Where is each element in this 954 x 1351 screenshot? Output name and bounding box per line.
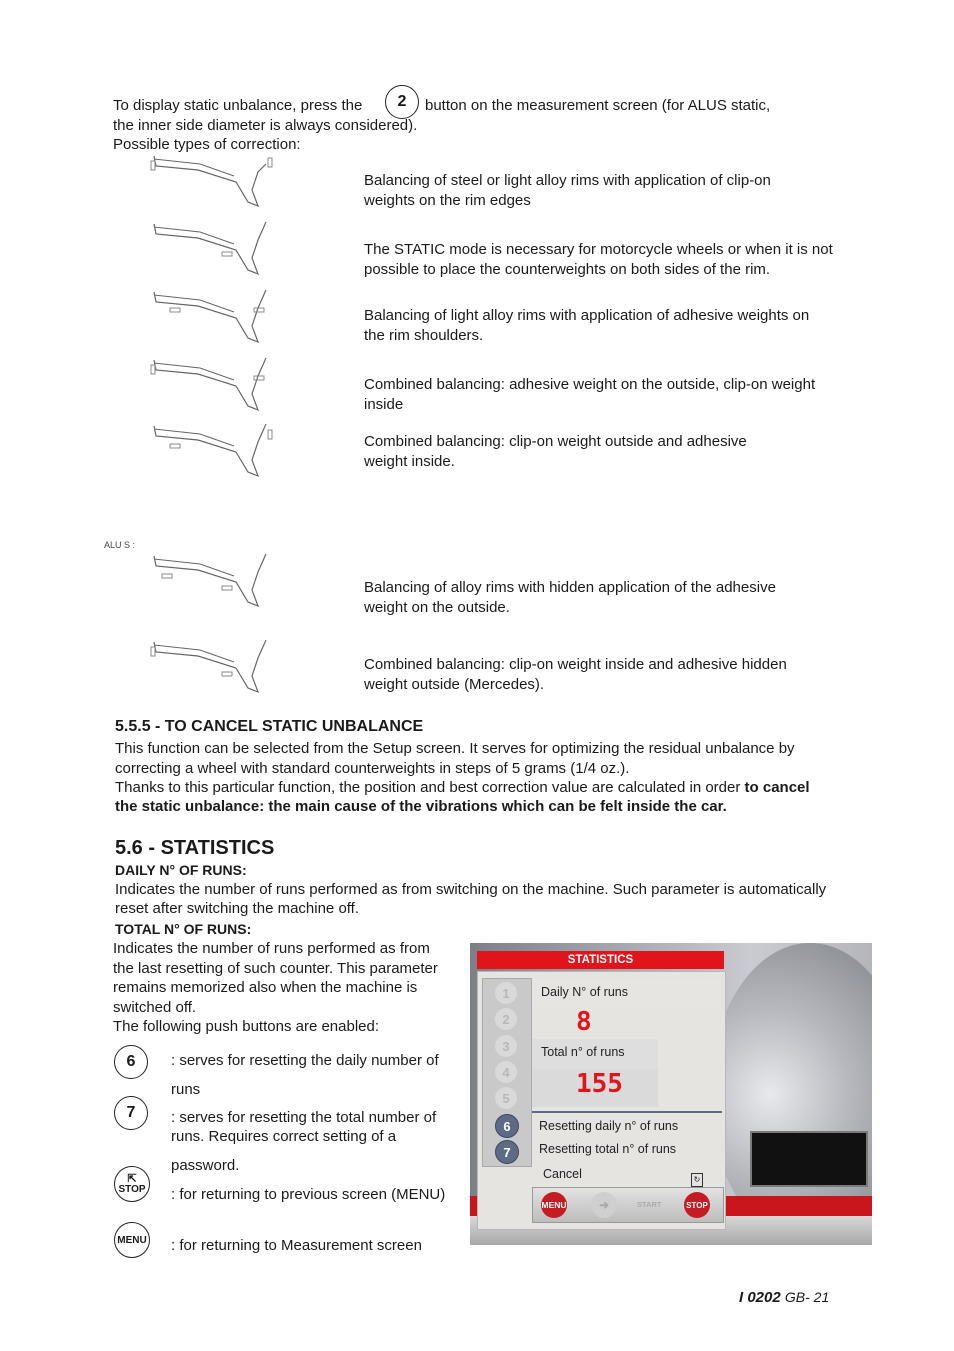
section-555-p1: This function can be selected from the Setup screen. It serves for optimizing the residual unbalance by [115, 740, 795, 757]
statistics-screen [470, 943, 872, 1245]
num-button-7[interactable]: 7 [495, 1140, 519, 1164]
screen-daily-value: 8 [576, 1007, 592, 1037]
intro-line3: Possible types of correction: [113, 136, 301, 153]
button-2-icon: 2 [385, 85, 419, 119]
screen-toolbar [532, 1187, 724, 1223]
page-footer: I 0202 GB- 21 [739, 1289, 830, 1306]
screen-divider [532, 1111, 722, 1113]
btn7-desc-2: runs. Requires correct setting of a [171, 1128, 397, 1145]
btn7-desc-3: password. [171, 1157, 240, 1174]
num-button-3[interactable]: 3 [495, 1035, 517, 1057]
total-title: TOTAL N° OF RUNS: [115, 921, 252, 937]
rim-adhesive-adhesive-icon [148, 286, 278, 346]
intro-line2: the inner side diameter is always considered). [113, 117, 418, 134]
screen-total-label: Total n° of runs [541, 1045, 625, 1059]
daily-p2: reset after switching the machine off. [115, 900, 360, 917]
screen-display-box [750, 1131, 868, 1187]
rim-clip-clip-icon [148, 150, 278, 210]
daily-p1: Indicates the number of runs performed as from switching on the machine. Such parameter is automatically [115, 881, 827, 898]
section-56-title: 5.6 - STATISTICS [115, 837, 275, 859]
rim-static-icon [148, 218, 278, 278]
alus-correction-2: Combined balancing: clip-on weight inside and adhesive hidden weight outside (Mercedes). [364, 656, 787, 693]
btn6-desc-1: : serves for resetting the daily number of [171, 1052, 439, 1069]
rim-clip-adhesive-icon [148, 420, 278, 480]
screen-daily-label: Daily N° of runs [541, 985, 628, 999]
statistics-title: STATISTICS [477, 951, 724, 969]
screen-info-icon: ↻ [691, 1173, 703, 1187]
screen-total-value: 155 [576, 1069, 623, 1099]
section-555-title: 5.5.5 - TO CANCEL STATIC UNBALANCE [115, 718, 424, 735]
correction-1: Balancing of steel or light alloy rims with application of clip-on weights on the rim edges [364, 172, 771, 209]
reset-total-option[interactable]: Resetting total n° of runs [539, 1142, 677, 1156]
screen-menu-button[interactable]: MENU [541, 1192, 567, 1218]
rim-adhesive-clip-icon [148, 354, 278, 414]
menu-desc: : for returning to Measurement screen [171, 1237, 422, 1254]
button-6-icon: 6 [114, 1045, 148, 1079]
alus-correction-1: Balancing of alloy rims with hidden application of the adhesive weight on the outside. [364, 579, 776, 616]
num-button-4[interactable]: 4 [495, 1061, 517, 1083]
stop-button-icon: ⇱ STOP [114, 1166, 150, 1202]
section-555-p3: Thanks to this particular function, the position and best correction value are calculated in order to cancel [115, 779, 810, 796]
section-555-p2: correcting a wheel with standard counterweights in steps of 5 grams (1/4 oz.). [115, 760, 630, 777]
alus-label: ALU S : [104, 540, 136, 550]
correction-5: Combined balancing: clip-on weight outside and adhesive weight inside. [364, 433, 747, 470]
intro-line1-a: To display static unbalance, press the [113, 97, 363, 114]
number-column [482, 978, 532, 1167]
intro-line1-b: button on the measurement screen (for ALUS static, [425, 97, 771, 114]
btn7-desc-1: : serves for resetting the total number of [171, 1109, 437, 1126]
button-7-icon: 7 [114, 1096, 148, 1130]
reset-daily-option[interactable]: Resetting daily n° of runs [539, 1119, 679, 1133]
rim-alus-hidden-icon [148, 550, 278, 610]
cancel-option[interactable]: Cancel [543, 1167, 582, 1181]
btn6-desc-2: runs [171, 1081, 201, 1098]
total-desc: Indicates the number of runs performed as from the last resetting of such counter. This parameter remains memorized also when the machine is switched off. The following push buttons are enabled: [113, 940, 438, 1035]
screen-stop-button[interactable]: STOP [684, 1192, 710, 1218]
section-555-p4: the static unbalance: the main cause of the vibrations which can be felt inside the car. [115, 798, 727, 815]
correction-4: Combined balancing: adhesive weight on the outside, clip-on weight inside [364, 376, 816, 413]
num-button-6[interactable]: 6 [495, 1114, 519, 1138]
daily-title: DAILY N° OF RUNS: [115, 862, 247, 878]
screen-start-button[interactable]: START [637, 1200, 662, 1209]
num-button-5[interactable]: 5 [495, 1087, 517, 1109]
correction-2: The STATIC mode is necessary for motorcycle wheels or when it is not possible to place the counterweights on both sides of the rim. [364, 241, 833, 278]
menu-button-icon: MENU [114, 1222, 150, 1258]
num-button-1[interactable]: 1 [495, 982, 517, 1004]
stop-desc: : for returning to previous screen (MENU) [171, 1186, 446, 1203]
correction-3: Balancing of light alloy rims with application of adhesive weights on the rim shoulders. [364, 307, 810, 344]
num-button-2[interactable]: 2 [495, 1008, 517, 1030]
rim-alus-mercedes-icon [148, 636, 278, 696]
screen-arrow-icon: ➜ [591, 1192, 617, 1218]
